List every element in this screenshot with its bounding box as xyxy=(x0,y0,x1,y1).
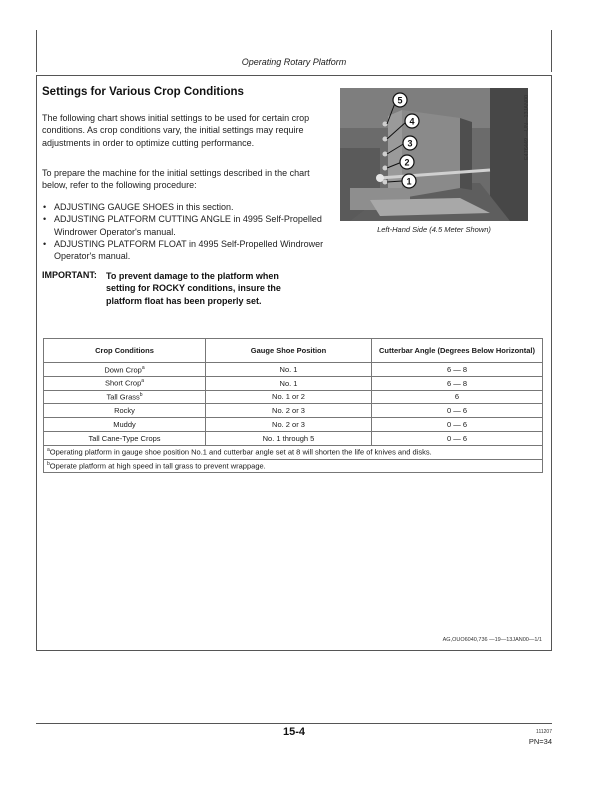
figure-image-id: E476449 —UN—13JAN00 xyxy=(524,94,530,160)
procedure-text: ADJUSTING PLATFORM CUTTING ANGLE in 4995 Self-Propelled Windrower Operator's manual. xyxy=(54,214,322,237)
footnote-mark: a xyxy=(141,364,145,371)
footer-rule xyxy=(36,723,552,724)
gauge-position-cell: No. 1 xyxy=(206,376,372,390)
footnote-a: $^a$Operating platform in gauge shoe position No.1 and cutterbar angle set at 8 will shorten the life of knives and disks. xyxy=(44,445,543,459)
gauge-position-cell: No. 2 or 3 xyxy=(206,418,372,432)
footnote-mark: a xyxy=(141,378,145,385)
section-title: Settings for Various Crop Conditions xyxy=(42,86,244,98)
reference-code: AG,OUO6040,736 —19—13JAN00—1/1 xyxy=(442,637,542,643)
figure-caption: Left-Hand Side (4.5 Meter Shown) xyxy=(377,225,491,234)
page-number: 15-4 xyxy=(282,726,306,738)
running-header: Operating Rotary Platform xyxy=(241,57,347,67)
table-row xyxy=(44,404,543,418)
table-footnote-row xyxy=(44,445,543,459)
svg-text:1: 1 xyxy=(406,176,412,187)
crop-settings-table xyxy=(43,338,543,473)
callout-2 xyxy=(400,155,414,169)
procedure-intro-paragraph: To prepare the machine for the initial settings described in the chart below, refer to the following procedure: xyxy=(42,168,310,191)
crop-condition-cell: Muddy xyxy=(44,418,206,432)
svg-text:3: 3 xyxy=(407,138,413,149)
crop-condition-cell: Down Crop$^a$ xyxy=(44,363,206,377)
important-text: To prevent damage to the platform when setting for ROCKY conditions, insure the platform float has been properly set. xyxy=(106,271,281,306)
table-row xyxy=(44,431,543,445)
cutterbar-angle-cell: 6 xyxy=(372,390,543,404)
gauge-shoe-photo xyxy=(340,88,528,221)
callout-4 xyxy=(405,114,419,128)
procedure-list-item xyxy=(42,238,332,263)
cutterbar-angle-cell: 0 — 6 xyxy=(372,418,543,432)
table-footnote-row xyxy=(44,459,543,473)
header-crop-conditions: Crop Conditions xyxy=(44,339,206,363)
procedure-list xyxy=(42,201,332,262)
svg-text:4: 4 xyxy=(409,116,415,127)
svg-text:5: 5 xyxy=(397,95,403,106)
gauge-position-cell: No. 2 or 3 xyxy=(206,404,372,418)
crop-condition-cell: Tall Grass$^b$ xyxy=(44,390,206,404)
footnote-mark: b xyxy=(139,392,143,399)
cutterbar-angle-cell: 6 — 8 xyxy=(372,376,543,390)
crop-condition-cell: Rocky xyxy=(44,404,206,418)
cutterbar-angle-cell: 0 — 6 xyxy=(372,404,543,418)
callout-1 xyxy=(402,174,416,188)
callout-5 xyxy=(393,93,407,107)
bullet-icon: • xyxy=(43,238,47,249)
svg-text:2: 2 xyxy=(404,157,410,168)
crop-condition-cell: Short Crop$^a$ xyxy=(44,376,206,390)
gauge-position-cell: No. 1 or 2 xyxy=(206,390,372,404)
intro-paragraph: The following chart shows initial settings to be used for certain crop conditions. As crop conditions vary, the initial settings may require adjustments in order to optimize cutting performance. xyxy=(42,113,310,148)
header-gauge-shoe-position: Gauge Shoe Position xyxy=(206,339,372,363)
bullet-icon: • xyxy=(43,202,47,212)
important-label: IMPORTANT: xyxy=(42,270,97,280)
procedure-list-item xyxy=(42,201,332,213)
footnote-b: $^b$Operate platform at high speed in tall grass to prevent wrappage. xyxy=(44,459,543,473)
procedure-text: ADJUSTING GAUGE SHOES in this section. xyxy=(54,202,234,212)
cutterbar-angle-cell: 6 — 8 xyxy=(372,363,543,377)
procedure-text: ADJUSTING PLATFORM FLOAT in 4995 Self-Propelled Windrower Operator's manual. xyxy=(54,238,324,262)
footer-date-code: 111207 xyxy=(536,729,552,735)
callout-3 xyxy=(403,136,417,150)
gauge-position-cell: No. 1 xyxy=(206,363,372,377)
header-cutterbar-angle: Cutterbar Angle (Degrees Below Horizontal) xyxy=(372,339,543,363)
procedure-list-item xyxy=(42,213,332,238)
table-row xyxy=(44,376,543,390)
table-row xyxy=(44,363,543,377)
table-header-row xyxy=(44,339,543,363)
cutterbar-angle-cell: 0 — 6 xyxy=(372,431,543,445)
footer-pn: PN=34 xyxy=(528,737,552,746)
table-row xyxy=(44,390,543,404)
crop-condition-cell: Tall Cane-Type Crops xyxy=(44,431,206,445)
bullet-icon: • xyxy=(43,214,47,225)
gauge-position-cell: No. 1 through 5 xyxy=(206,431,372,445)
gauge-shoe-illustration xyxy=(340,88,528,221)
table-row xyxy=(44,418,543,432)
